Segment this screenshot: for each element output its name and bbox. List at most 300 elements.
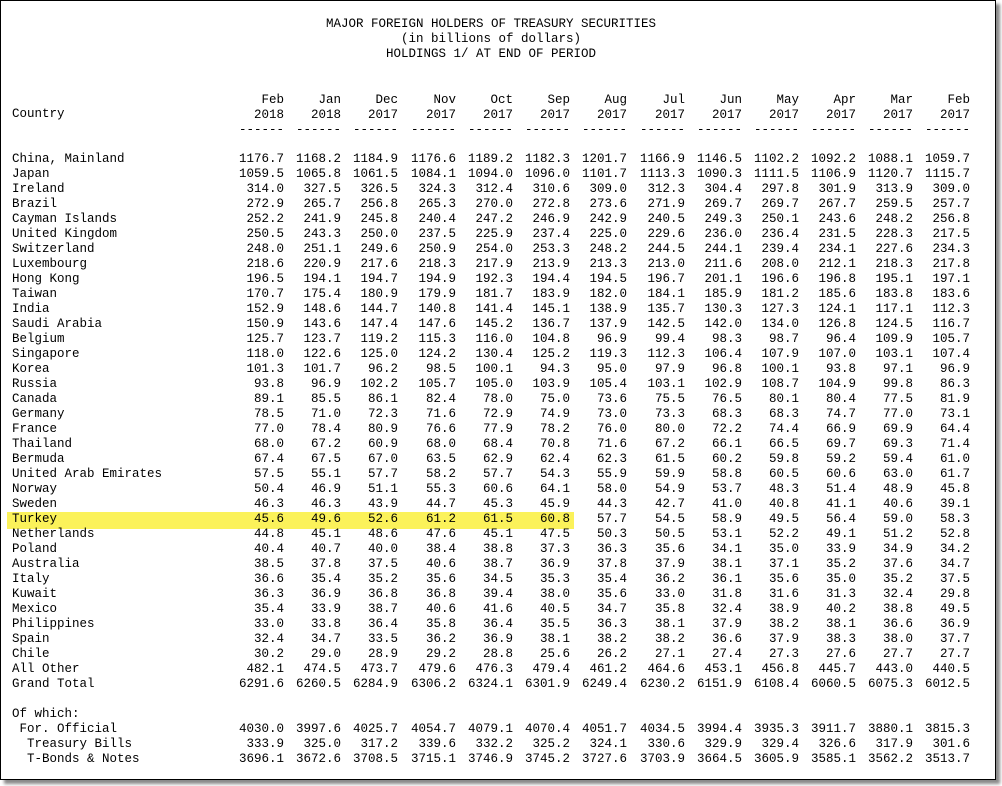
holding-value: 67.5 [310, 452, 341, 466]
holding-value: 64.4 [939, 422, 970, 436]
country-name: India [12, 302, 50, 316]
holding-value: 61.0 [939, 452, 970, 466]
holding-value: 3745.2 [524, 752, 570, 766]
holding-value: 325.2 [532, 737, 570, 751]
holding-value: 74.7 [825, 407, 856, 421]
holding-value: 101.3 [246, 362, 284, 376]
month-label: Nov [433, 93, 456, 107]
holding-value: 3911.7 [810, 722, 856, 736]
country-name: Belgium [12, 332, 65, 346]
holding-value: 6301.9 [524, 677, 570, 691]
holding-value: 251.1 [303, 242, 341, 256]
country-name: Norway [12, 482, 58, 496]
holding-value: 41.0 [711, 497, 742, 511]
holding-value: 38.0 [539, 587, 570, 601]
holding-value: 35.4 [253, 602, 284, 616]
holding-value: 71.4 [939, 437, 970, 451]
holding-value: 37.9 [711, 617, 742, 631]
holding-value: 1092.2 [810, 152, 856, 166]
holding-value: 34.9 [882, 542, 913, 556]
holding-value: 1184.9 [352, 152, 398, 166]
country-name: Thailand [12, 437, 73, 451]
holding-value: 78.5 [253, 407, 284, 421]
holding-value: 145.2 [475, 317, 513, 331]
holding-value: 55.3 [425, 482, 456, 496]
holding-value: 80.4 [825, 392, 856, 406]
holding-value: 38.5 [253, 557, 284, 571]
holding-value: 33.5 [367, 632, 398, 646]
holding-value: 40.8 [768, 497, 799, 511]
holding-value: 38.2 [654, 632, 685, 646]
holding-value: 99.4 [654, 332, 685, 346]
holding-value: 97.1 [882, 362, 913, 376]
country-name: Ireland [12, 182, 65, 196]
holding-value: 1189.2 [467, 152, 513, 166]
holding-value: 47.5 [539, 527, 570, 541]
holding-value: 51.2 [882, 527, 913, 541]
holding-value: 309.0 [932, 182, 970, 196]
holding-value: 36.4 [367, 617, 398, 631]
holding-value: 250.0 [360, 227, 398, 241]
table-row [1, 227, 995, 242]
holding-value: 104.8 [532, 332, 570, 346]
holding-value: 109.9 [875, 332, 913, 346]
holding-value: 108.7 [761, 377, 799, 391]
holding-value: 333.9 [246, 737, 284, 751]
holding-value: 117.1 [875, 302, 913, 316]
month-label: Feb [261, 93, 284, 107]
holding-value: 34.1 [711, 542, 742, 556]
holding-value: 234.3 [932, 242, 970, 256]
holding-value: 326.6 [818, 737, 856, 751]
holding-value: 249.6 [360, 242, 398, 256]
month-column-header [853, 93, 913, 138]
holding-value: 476.3 [475, 662, 513, 676]
table-row [1, 257, 995, 272]
holding-value: 77.9 [482, 422, 513, 436]
holding-value: 4030.0 [238, 722, 284, 736]
holding-value: 38.4 [425, 542, 456, 556]
country-name: Grand Total [12, 677, 95, 691]
holding-value: 55.9 [596, 467, 627, 481]
country-name: Bermuda [12, 452, 65, 466]
holding-value: 96.4 [825, 332, 856, 346]
month-column-header [510, 93, 570, 138]
holding-value: 3696.1 [238, 752, 284, 766]
holding-value: 67.0 [367, 452, 398, 466]
holding-value: 183.6 [932, 287, 970, 301]
holding-value: 68.0 [425, 437, 456, 451]
holding-value: 67.2 [310, 437, 341, 451]
holding-value: 36.8 [367, 587, 398, 601]
column-underline: ------ [295, 123, 341, 137]
holding-value: 99.8 [882, 377, 913, 391]
holding-value: 40.6 [425, 557, 456, 571]
holding-value: 267.7 [818, 197, 856, 211]
holding-value: 49.5 [768, 512, 799, 526]
holding-value: 54.9 [654, 482, 685, 496]
holding-value: 36.6 [882, 617, 913, 631]
country-name: Mexico [12, 602, 58, 616]
holding-value: 96.2 [367, 362, 398, 376]
holding-value: 194.9 [418, 272, 456, 286]
holding-value: 142.5 [647, 317, 685, 331]
holding-value: 39.1 [939, 497, 970, 511]
month-label: Mar [890, 93, 913, 107]
holding-value: 332.2 [475, 737, 513, 751]
holding-value: 182.0 [589, 287, 627, 301]
table-row [1, 422, 995, 437]
holding-value: 45.8 [939, 482, 970, 496]
holding-value: 46.3 [310, 497, 341, 511]
holding-value: 119.2 [360, 332, 398, 346]
country-name: Russia [12, 377, 58, 391]
holding-value: 28.9 [367, 647, 398, 661]
holding-value: 141.4 [475, 302, 513, 316]
holding-value: 58.2 [425, 467, 456, 481]
holding-value: 107.9 [761, 347, 799, 361]
table-row [1, 407, 995, 422]
holding-value: 3585.1 [810, 752, 856, 766]
holding-value: 45.1 [482, 527, 513, 541]
holding-value: 36.3 [596, 542, 627, 556]
holding-value: 1102.2 [753, 152, 799, 166]
holding-value: 256.8 [932, 212, 970, 226]
holding-value: 43.9 [367, 497, 398, 511]
holding-value: 40.4 [253, 542, 284, 556]
holding-value: 220.9 [303, 257, 341, 271]
holding-value: 51.1 [367, 482, 398, 496]
holding-value: 33.0 [253, 617, 284, 631]
holding-value: 217.5 [932, 227, 970, 241]
holding-value: 1061.5 [352, 167, 398, 181]
holding-value: 62.4 [539, 452, 570, 466]
holding-value: 66.1 [711, 437, 742, 451]
holding-value: 37.3 [539, 542, 570, 556]
holding-value: 25.6 [539, 647, 570, 661]
holding-value: 36.9 [482, 632, 513, 646]
table-row [1, 167, 995, 182]
holding-value: 1065.8 [295, 167, 341, 181]
holding-value: 57.7 [367, 467, 398, 481]
holding-value: 270.0 [475, 197, 513, 211]
holding-value: 34.7 [939, 557, 970, 571]
holding-value: 248.2 [589, 242, 627, 256]
table-row [1, 152, 995, 167]
holding-value: 95.0 [596, 362, 627, 376]
country-name: Saudi Arabia [12, 317, 103, 331]
holding-value: 269.7 [704, 197, 742, 211]
holding-value: 3997.6 [295, 722, 341, 736]
year-label: 2017 [539, 108, 570, 122]
holding-value: 37.1 [768, 557, 799, 571]
table-row-highlighted [1, 512, 995, 527]
holding-value: 96.9 [310, 377, 341, 391]
holding-value: 196.7 [647, 272, 685, 286]
holding-value: 27.1 [654, 647, 685, 661]
holding-value: 6012.5 [924, 677, 970, 691]
holding-value: 175.4 [303, 287, 341, 301]
holding-value: 36.9 [310, 587, 341, 601]
holding-value: 106.4 [704, 347, 742, 361]
holding-value: 196.6 [761, 272, 799, 286]
holding-value: 103.1 [875, 347, 913, 361]
holding-value: 76.5 [711, 392, 742, 406]
holding-value: 54.3 [539, 467, 570, 481]
column-underline: ------ [810, 123, 856, 137]
holding-value: 453.1 [704, 662, 742, 676]
holding-value: 67.2 [654, 437, 685, 451]
year-label: 2018 [253, 108, 284, 122]
holding-value: 456.8 [761, 662, 799, 676]
holding-value: 324.1 [589, 737, 627, 751]
holding-value: 78.4 [310, 422, 341, 436]
table-row [1, 197, 995, 212]
holding-value: 244.5 [647, 242, 685, 256]
month-column-header [396, 93, 456, 138]
country-name: Switzerland [12, 242, 95, 256]
holding-value: 112.3 [647, 347, 685, 361]
holding-value: 80.9 [367, 422, 398, 436]
holding-value: 479.6 [418, 662, 456, 676]
holding-value: 170.7 [246, 287, 284, 301]
holding-value: 152.9 [246, 302, 284, 316]
holding-value: 250.5 [246, 227, 284, 241]
holding-value: 78.2 [539, 422, 570, 436]
holding-value: 253.3 [532, 242, 570, 256]
month-column-header [625, 93, 685, 138]
year-label: 2017 [825, 108, 856, 122]
holding-value: 225.0 [589, 227, 627, 241]
holding-value: 71.0 [310, 407, 341, 421]
holding-value: 1120.7 [867, 167, 913, 181]
holding-value: 60.5 [768, 467, 799, 481]
month-label: Jan [318, 93, 341, 107]
holding-value: 217.8 [932, 257, 970, 271]
holding-value: 29.2 [425, 647, 456, 661]
table-row [1, 362, 995, 377]
holding-value: 38.0 [882, 632, 913, 646]
holding-value: 440.5 [932, 662, 970, 676]
holding-value: 102.2 [360, 377, 398, 391]
holding-value: 254.0 [475, 242, 513, 256]
holding-value: 1113.3 [639, 167, 685, 181]
holding-value: 479.4 [532, 662, 570, 676]
holding-value: 105.7 [932, 332, 970, 346]
holding-value: 44.8 [253, 527, 284, 541]
holding-value: 36.3 [253, 587, 284, 601]
holding-value: 3708.5 [352, 752, 398, 766]
of-which-label [1, 707, 995, 722]
holding-value: 37.8 [310, 557, 341, 571]
holding-value: 34.7 [310, 632, 341, 646]
holding-value: 66.9 [825, 422, 856, 436]
holding-value: 35.3 [539, 572, 570, 586]
year-label: 2017 [882, 108, 913, 122]
holding-value: 35.2 [367, 572, 398, 586]
holding-value: 98.7 [768, 332, 799, 346]
holding-value: 119.3 [589, 347, 627, 361]
holding-value: 31.3 [825, 587, 856, 601]
holding-value: 100.1 [761, 362, 799, 376]
holding-value: 181.2 [761, 287, 799, 301]
holding-value: 445.7 [818, 662, 856, 676]
table-row [1, 377, 995, 392]
table-row [1, 212, 995, 227]
month-column-header [281, 93, 341, 138]
holding-value: 242.9 [589, 212, 627, 226]
holding-value: 213.3 [589, 257, 627, 271]
holding-value: 122.6 [303, 347, 341, 361]
report-title: MAJOR FOREIGN HOLDERS OF TREASURY SECURITIES [325, 17, 657, 31]
column-underline: ------ [467, 123, 513, 137]
holding-value: 38.3 [825, 632, 856, 646]
holding-value: 103.9 [532, 377, 570, 391]
holding-value: 218.3 [875, 257, 913, 271]
holding-value: 77.0 [882, 407, 913, 421]
holding-value: 250.9 [418, 242, 456, 256]
holding-value: 329.9 [704, 737, 742, 751]
holding-value: 60.8 [539, 512, 570, 526]
holding-value: 464.6 [647, 662, 685, 676]
holding-value: 301.9 [818, 182, 856, 196]
holding-value: 271.9 [647, 197, 685, 211]
holding-value: 38.2 [596, 632, 627, 646]
holding-value: 61.7 [939, 467, 970, 481]
month-label: Oct [490, 93, 513, 107]
holding-value: 61.5 [482, 512, 513, 526]
holding-value: 272.9 [246, 197, 284, 211]
holding-value: 1094.0 [467, 167, 513, 181]
holding-value: 64.1 [539, 482, 570, 496]
holding-value: 112.3 [932, 302, 970, 316]
holding-value: 50.5 [654, 527, 685, 541]
holding-value: 240.5 [647, 212, 685, 226]
holding-value: 35.5 [539, 617, 570, 631]
holding-value: 201.1 [704, 272, 742, 286]
holding-value: 94.3 [539, 362, 570, 376]
holding-value: 40.2 [825, 602, 856, 616]
holding-value: 312.3 [647, 182, 685, 196]
holding-value: 213.9 [532, 257, 570, 271]
holding-value: 38.8 [882, 602, 913, 616]
holding-value: 245.8 [360, 212, 398, 226]
country-name: Germany [12, 407, 65, 421]
holding-value: 217.6 [360, 257, 398, 271]
section-label: Of which: [12, 707, 80, 721]
holding-value: 192.3 [475, 272, 513, 286]
column-underline: ------ [696, 123, 742, 137]
holding-value: 74.9 [539, 407, 570, 421]
holding-value: 1090.3 [696, 167, 742, 181]
country-name: Kuwait [12, 587, 58, 601]
holding-value: 208.0 [761, 257, 799, 271]
holding-value: 27.7 [939, 647, 970, 661]
holding-value: 142.0 [704, 317, 742, 331]
month-column-header [453, 93, 513, 138]
holding-value: 69.3 [882, 437, 913, 451]
year-label: 2017 [711, 108, 742, 122]
holding-value: 236.4 [761, 227, 799, 241]
holding-value: 73.3 [654, 407, 685, 421]
holding-value: 6060.5 [810, 677, 856, 691]
holding-value: 130.4 [475, 347, 513, 361]
holding-value: 6230.2 [639, 677, 685, 691]
holding-value: 1096.0 [524, 167, 570, 181]
holding-value: 62.3 [596, 452, 627, 466]
holding-value: 143.6 [303, 317, 341, 331]
table-row [1, 302, 995, 317]
holding-value: 225.9 [475, 227, 513, 241]
holding-value: 50.3 [596, 527, 627, 541]
month-label: Apr [833, 93, 856, 107]
holding-value: 35.2 [882, 572, 913, 586]
holding-value: 35.4 [310, 572, 341, 586]
holding-value: 40.6 [425, 602, 456, 616]
holding-value: 60.6 [825, 467, 856, 481]
holding-value: 33.8 [310, 617, 341, 631]
table-row [1, 632, 995, 647]
holding-value: 1106.9 [810, 167, 856, 181]
holding-value: 243.6 [818, 212, 856, 226]
holding-value: 45.1 [310, 527, 341, 541]
holding-value: 126.8 [818, 317, 856, 331]
holding-value: 45.6 [253, 512, 284, 526]
holding-value: 59.0 [882, 512, 913, 526]
holding-value: 57.5 [253, 467, 284, 481]
holding-value: 48.3 [768, 482, 799, 496]
holding-value: 82.4 [425, 392, 456, 406]
holding-value: 58.3 [939, 512, 970, 526]
table-row [1, 677, 995, 692]
holding-value: 73.0 [596, 407, 627, 421]
holding-value: 96.8 [711, 362, 742, 376]
holding-value: 147.6 [418, 317, 456, 331]
holding-value: 77.5 [882, 392, 913, 406]
holding-value: 93.8 [825, 362, 856, 376]
holding-value: 3703.9 [639, 752, 685, 766]
holding-value: 52.8 [939, 527, 970, 541]
holding-value: 36.9 [939, 617, 970, 631]
month-label: Sep [547, 93, 570, 107]
holding-value: 6284.9 [352, 677, 398, 691]
holding-value: 3664.5 [696, 752, 742, 766]
holding-value: 32.4 [253, 632, 284, 646]
holding-value: 228.3 [875, 227, 913, 241]
holding-value: 73.1 [939, 407, 970, 421]
holding-value: 38.1 [711, 557, 742, 571]
holding-value: 4034.5 [639, 722, 685, 736]
holding-value: 98.5 [425, 362, 456, 376]
country-name: United Kingdom [12, 227, 118, 241]
holding-value: 229.6 [647, 227, 685, 241]
holding-value: 57.7 [596, 512, 627, 526]
holding-value: 37.5 [939, 572, 970, 586]
holding-value: 103.1 [647, 377, 685, 391]
holding-value: 38.1 [539, 632, 570, 646]
holding-value: 27.3 [768, 647, 799, 661]
month-column-header [796, 93, 856, 138]
holding-value: 44.7 [425, 497, 456, 511]
holding-value: 68.4 [482, 437, 513, 451]
country-name: United Arab Emirates [12, 467, 163, 481]
holding-value: 27.4 [711, 647, 742, 661]
month-label: Jul [662, 93, 685, 107]
holding-value: 107.0 [818, 347, 856, 361]
holding-value: 37.7 [939, 632, 970, 646]
holding-value: 38.9 [768, 602, 799, 616]
holding-value: 248.2 [875, 212, 913, 226]
